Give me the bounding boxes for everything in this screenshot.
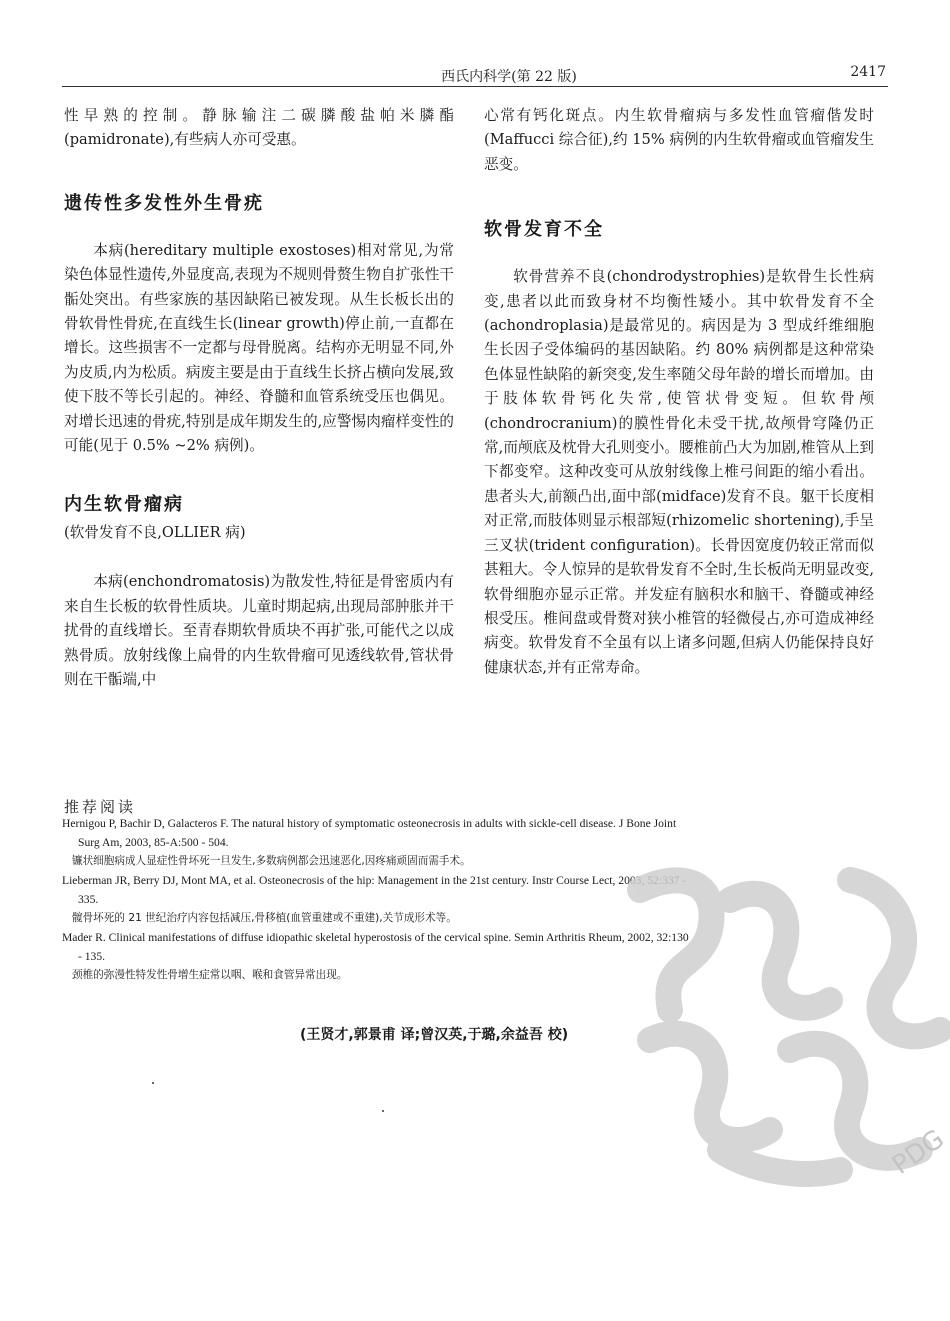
left-column — [64, 104, 454, 693]
reference-item — [62, 814, 692, 871]
page-number: 2417 — [850, 64, 886, 80]
watermark-stroke — [850, 880, 940, 1036]
watermark-stroke — [790, 1044, 920, 1158]
watermark-stroke — [720, 1150, 840, 1174]
watermark-stroke — [650, 1034, 770, 1140]
section-subtitle-ollier: (软骨发育不良,OLLIER 病) — [64, 524, 246, 542]
watermark-seal — [600, 850, 950, 1210]
right-continued-paragraph: 心常有钙化斑点。内生软骨瘤病与多发性血管瘤偕发时(Maffucci 综合征),约 15% 病例的内生软骨瘤或血管瘤发生恶变。 — [484, 107, 874, 173]
watermark-stroke — [730, 894, 830, 1008]
reference-note: 镰状细胞病成人显症性骨坏死一旦发生,多数病例都会迅速恶化,因疼痛顽固而需手术。 — [72, 855, 471, 867]
section-paragraph-achondroplasia: 软骨营养不良(chondrodystrophies)是软骨生长性病变,患者以此而致身材不均衡性矮小。其中软骨发育不全(achondroplasia)是最常见的。病因是为 3 型成纤维细胞生长因子受体编码的基因缺陷。约 80% 病例都是这种常染色体显性缺陷的新突变,发生率随父母年龄的增长而增加。由于肢体软骨钙化失常,使管状骨变短。但软骨颅(chondrocranium)的膜性骨化未受干扰,故颅骨穹隆仍正常,而颅底及枕骨大孔则变小。腰椎前凸大为加剧,椎管从上到下都变窄。这种改变可从放射线像上椎弓间距的缩小看出。患者头大,前额凸出,面中部(midface)发育不良。躯干长度相对正常,而肢体则显示根部短(rhizomelic shortening),手呈三叉状(trident configuration)。长骨因宽度仍较正常而似甚粗大。令人惊异的是软骨发育不全时,生长板尚无明显改变,软骨细胞亦显示正常。并发症有脑积水和脑干、脊髓或神经根受压。椎间盘或骨赘对狭小椎管的轻微侵占,亦可造成神经病变。软骨发育不全虽有以上诸多问题,但病人仍能保持良好健康状态,并有正常寿命。 — [484, 268, 874, 676]
watermark-label: PDG — [886, 1124, 950, 1181]
reference-item — [62, 871, 692, 928]
reference-citation: Mader R. Clinical manifestations of diffuse idiopathic skeletal hyperostosis of the cervical spine. Semin Arthritis Rheum, 2002, 32:130 - 135. — [62, 931, 689, 963]
reference-note: 颈椎的弥漫性特发性骨增生症常以咽、喉和食管异常出现。 — [72, 969, 348, 981]
left-continued-paragraph: 性早熟的控制。静脉输注二碳膦酸盐帕米膦酯 (pamidronate),有些病人亦可受惠。 — [64, 107, 454, 149]
reference-note: 髋骨坏死的 21 世纪治疗内容包括减压,骨移植(血管重建或不重建),关节成形术等。 — [72, 912, 457, 924]
scan-speck — [152, 1082, 154, 1084]
translator-credits: (王贤才,郭景甫 译;曾汉英,于璐,余益吾 校) — [300, 1027, 569, 1043]
watermark-stroke — [640, 880, 712, 1010]
running-header-title: 西氏内科学(第 22 版) — [441, 69, 577, 85]
reference-citation: Hernigou P, Bachir D, Galacteros F. The natural history of symptomatic osteonecrosis in adults with sickle-cell disease. J Bone Joint Surg Am, 2003, 85-A:500 - 504. — [62, 817, 677, 849]
section-heading-enchondromatosis: 内生软骨瘤病 — [64, 494, 184, 516]
section-heading-hereditary-exostoses: 遗传性多发性外生骨疣 — [64, 192, 264, 214]
scan-speck — [382, 1110, 384, 1112]
recommended-reading-title: 推荐阅读 — [64, 798, 137, 816]
header-divider — [62, 86, 888, 87]
section-paragraph-exostoses: 本病(hereditary multiple exostoses)相对常见,为常染色体显性遗传,外显度高,表现为不规则骨赘生物自扩张性干骺处突出。有些家族的基因缺陷已被发现。从生长板长出的骨软骨性骨疣,在直线生长(linear growth)停止前,一直都在增长。这些损害不一定都与母骨脱离。结构亦无明显不同,外为皮质,内为松质。病废主要是由于直线生长挤占横向发展,致使下肢不等长引起的。神经、脊髓和血管系统受压也偶见。对增长迅速的骨疣,特别是成年期发生的,应警惕肉瘤样变性的可能(见于 0.5% ~2% 病例)。 — [64, 241, 454, 455]
reference-item — [62, 928, 692, 985]
right-column — [484, 104, 874, 680]
reference-citation: Lieberman JR, Berry DJ, Mont MA, et al. Osteonecrosis of the hip: Management in the 21st century. Instr Course Lect, 2003, 52:337 - 335. — [62, 874, 687, 906]
section-paragraph-enchondromatosis: 本病(enchondromatosis)为散发性,特征是骨密质内有来自生长板的软骨性质块。儿童时期起病,出现局部肿胀并干扰骨的直线增长。至青春期软骨质块不再扩张,可能代之以成熟骨质。放射线像上扁骨的内生软骨瘤可见透线软骨,管状骨则在干骺端,中 — [64, 573, 454, 689]
reference-list — [62, 814, 692, 985]
section-heading-achondroplasia: 软骨发育不全 — [484, 219, 604, 241]
